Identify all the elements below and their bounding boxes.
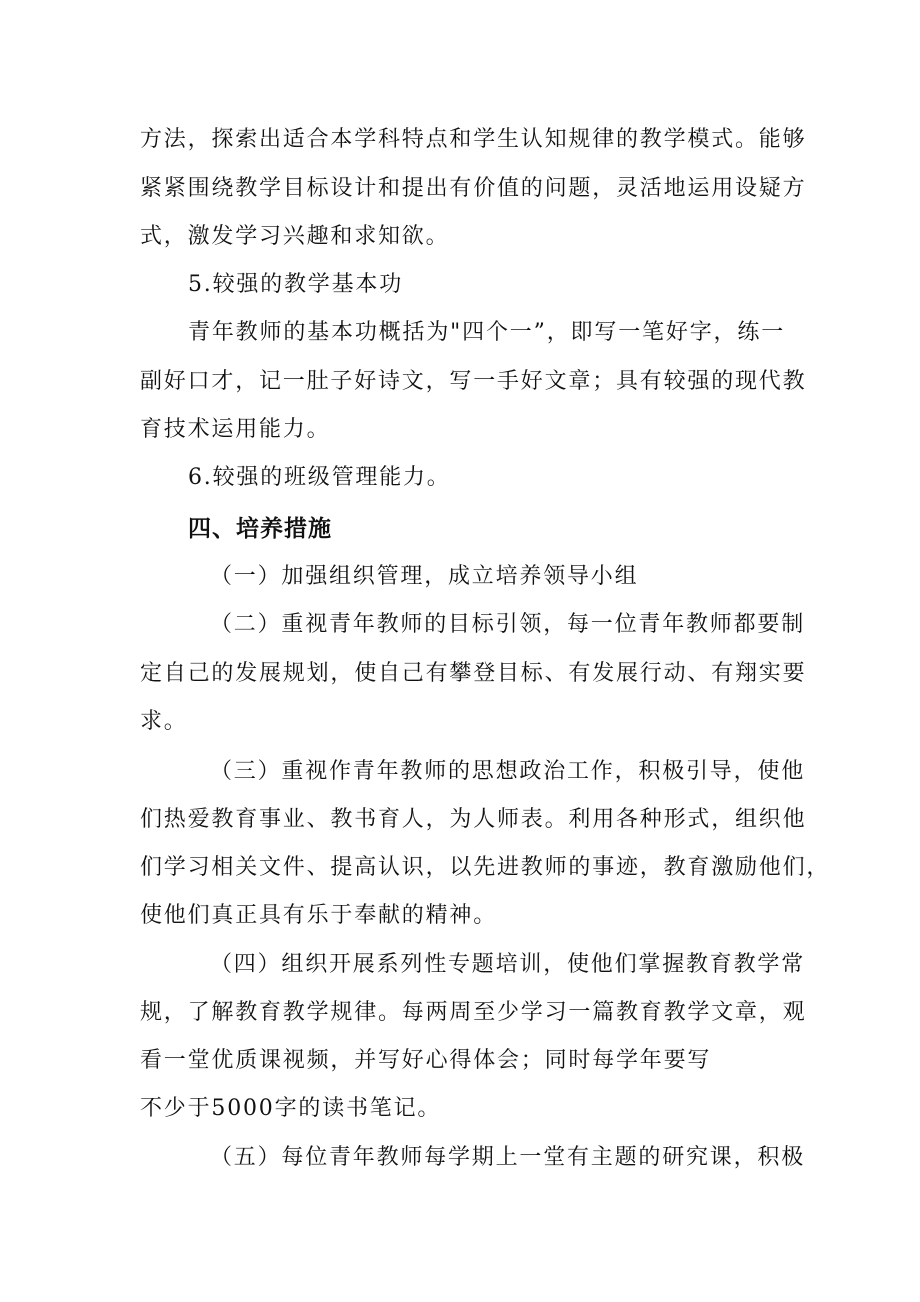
body-text-line: 们学习相关文件、提高认识，以先进教师的事迹，教育激励他们， <box>140 855 831 880</box>
body-text-line: 定自己的发展规划，使自己有攀登目标、有发展行动、有翔实要 <box>140 661 807 686</box>
body-text-line: 使他们真正具有乐于奉献的精神。 <box>140 903 498 928</box>
body-text-line: （二）重视青年教师的目标引领，每一位青年教师都要制 <box>210 612 806 637</box>
section-heading-measures: 四、培养措施 <box>188 516 332 542</box>
body-text-line: 式，激发学习兴趣和求知欲。 <box>140 224 450 249</box>
body-text-line: 青年教师的基本功概括为"四个一”，即写一笔好字，练一 <box>188 320 785 345</box>
body-text-line: 看一堂优质课视频，并写好心得体会；同时每学年要写 <box>140 1048 712 1073</box>
body-text-line: 育技术运用能力。 <box>140 417 331 442</box>
subheading-teaching-skills: 5.较强的教学基本功 <box>188 272 403 297</box>
body-text-line: 求。 <box>140 709 188 734</box>
body-text-line: （五）每位青年教师每学期上一堂有主题的研究课，积极 <box>210 1145 806 1170</box>
body-text-line: 方法，探索出适合本学科特点和学生认知规律的教学模式。能够 <box>140 127 807 152</box>
body-text-line: 们热爱教育事业、教书育人，为人师表。利用各种形式，组织他 <box>140 807 807 832</box>
subheading-class-management: 6.较强的班级管理能力。 <box>188 465 451 490</box>
body-text-line: （一）加强组织管理，成立培养领导小组 <box>210 564 639 589</box>
body-text-line: 副好口才，记一肚子好诗文，写一手好文章；具有较强的现代教 <box>140 369 807 394</box>
body-text-line: 不少于5000字的读书笔记。 <box>140 1096 442 1121</box>
body-text-line: （三）重视作青年教师的思想政治工作，积极引导，使他 <box>210 759 806 784</box>
body-text-line: （四）组织开展系列性专题培训，使他们掌握教育教学常 <box>210 952 806 977</box>
body-text-line: 紧紧围绕教学目标设计和提出有价值的问题，灵活地运用设疑方 <box>140 176 807 201</box>
body-text-line: 规，了解教育教学规律。每两周至少学习一篇教育教学文章，观 <box>140 1000 807 1025</box>
